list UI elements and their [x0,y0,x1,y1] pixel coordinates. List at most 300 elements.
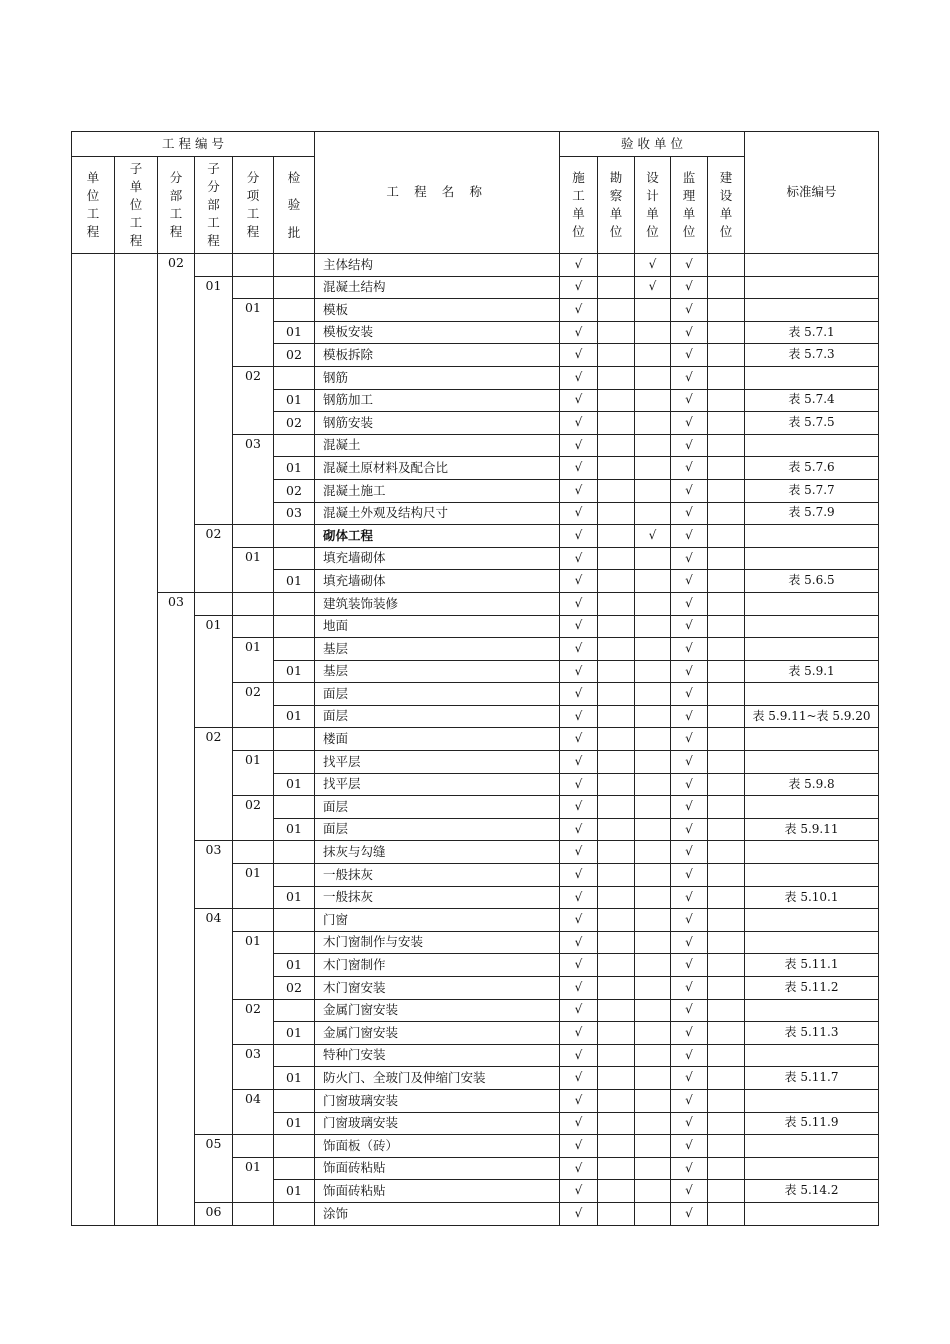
design-unit-check [635,864,671,887]
owner-unit-check [708,796,745,819]
construction-unit-check: √ [560,796,598,819]
standard-code [745,796,879,819]
sub-item-code: 02 [233,366,274,434]
inspection-lot-code [274,1157,315,1180]
supervision-unit-check: √ [671,638,708,661]
project-name: 面层 [315,705,560,728]
design-unit-check [635,412,671,435]
sub-item-code [233,592,274,615]
supervision-unit-check: √ [671,954,708,977]
survey-unit-check [598,276,635,299]
design-unit-check [635,999,671,1022]
supervision-unit-check: √ [671,1044,708,1067]
inspection-lot-code: 01 [274,660,315,683]
survey-unit-check [598,1022,635,1045]
eng-name-header: 工 程 名 称 [315,132,560,254]
project-name: 砌体工程 [315,525,560,548]
standard-code [745,1044,879,1067]
supervision-unit-check: √ [671,1157,708,1180]
design-unit-check [635,886,671,909]
project-name: 混凝土 [315,434,560,457]
design-unit-check [635,1112,671,1135]
inspection-lot-code: 01 [274,773,315,796]
supervision-unit-check: √ [671,525,708,548]
construction-unit-check: √ [560,886,598,909]
survey-unit-check [598,1157,635,1180]
sub-division-code: 04 [195,909,233,1135]
sub-item-code [233,909,274,932]
owner-unit-check [708,841,745,864]
design-unit-check [635,457,671,480]
sub-item-code: 02 [233,796,274,841]
owner-unit-check [708,389,745,412]
owner-unit-check [708,276,745,299]
standard-code: 表 5.7.1 [745,321,879,344]
sub-item-code: 02 [233,999,274,1044]
construction-unit-check: √ [560,773,598,796]
project-name: 基层 [315,638,560,661]
sub-item-code: 01 [233,638,274,683]
construction-unit-check: √ [560,321,598,344]
sub-item-code: 04 [233,1089,274,1134]
inspection-lot-code [274,728,315,751]
survey-unit-check [598,751,635,774]
eng-code-header: 工 程 编 号 [72,132,315,157]
standard-code [745,638,879,661]
inspection-lot-code [274,366,315,389]
sub-division-code [195,592,233,615]
construction-unit-check: √ [560,683,598,706]
project-name: 建筑装饰装修 [315,592,560,615]
standard-code [745,683,879,706]
inspection-lot-code [274,434,315,457]
construction-unit-check: √ [560,841,598,864]
construction-unit-check: √ [560,1180,598,1203]
standard-code: 表 5.9.1 [745,660,879,683]
sub-item-header: 分项工程 [233,157,274,254]
design-unit-check [635,1089,671,1112]
standard-code [745,254,879,277]
project-name: 找平层 [315,751,560,774]
design-unit-check [635,502,671,525]
owner-unit-check [708,1157,745,1180]
supervision-unit-check: √ [671,886,708,909]
inspection-lot-code: 01 [274,818,315,841]
sub-item-code: 02 [233,683,274,728]
supervision-unit-check: √ [671,592,708,615]
project-name: 钢筋加工 [315,389,560,412]
owner-unit-check [708,344,745,367]
project-name: 门窗玻璃安装 [315,1112,560,1135]
owner-unit-check [708,638,745,661]
construction-unit-check: √ [560,728,598,751]
construction-unit-check: √ [560,931,598,954]
owner-unit-check [708,1135,745,1158]
standard-code: 表 5.11.7 [745,1067,879,1090]
inspection-lot-code: 01 [274,886,315,909]
project-name: 找平层 [315,773,560,796]
survey-unit-check [598,412,635,435]
sub-item-code [233,525,274,548]
supervision-unit-check: √ [671,931,708,954]
standard-code [745,525,879,548]
project-name: 模板安装 [315,321,560,344]
standard-code [745,615,879,638]
design-unit-check [635,931,671,954]
construction-unit-check: √ [560,1044,598,1067]
project-name: 金属门窗安装 [315,1022,560,1045]
survey-unit-check [598,818,635,841]
supervision-unit-check: √ [671,909,708,932]
owner-unit-check [708,479,745,502]
supervision-unit-check: √ [671,841,708,864]
standard-code [745,1202,879,1225]
design-unit-check [635,479,671,502]
standard-code: 表 5.7.5 [745,412,879,435]
inspection-lot-code: 01 [274,1022,315,1045]
construction-unit-check: √ [560,570,598,593]
sub-item-code: 01 [233,1157,274,1202]
supervision-unit-check: √ [671,615,708,638]
owner-unit-check [708,954,745,977]
standard-code: 表 5.7.4 [745,389,879,412]
inspection-lot-code [274,1044,315,1067]
survey-unit-check [598,502,635,525]
project-name: 填充墙砌体 [315,547,560,570]
unit-project-header: 单位工程 [72,157,115,254]
sub-division-code: 06 [195,1202,233,1225]
owner-unit-check [708,434,745,457]
project-name: 混凝土原材料及配合比 [315,457,560,480]
standard-code [745,864,879,887]
survey-unit-check [598,841,635,864]
sub-item-code: 01 [233,931,274,999]
supervision-unit-check: √ [671,502,708,525]
survey-unit-header: 勘察单位 [598,157,635,254]
project-name: 地面 [315,615,560,638]
survey-unit-check [598,615,635,638]
construction-unit-check: √ [560,457,598,480]
owner-unit-check [708,977,745,1000]
sub-item-code: 01 [233,547,274,592]
owner-unit-check [708,1202,745,1225]
sub-item-code [233,1135,274,1158]
supervision-unit-check: √ [671,254,708,277]
construction-unit-check: √ [560,954,598,977]
owner-unit-check [708,683,745,706]
supervision-unit-check: √ [671,773,708,796]
standard-code: 表 5.9.11 [745,818,879,841]
project-name: 主体结构 [315,254,560,277]
owner-unit-check [708,321,745,344]
inspection-lot-code [274,547,315,570]
inspection-lot-code: 03 [274,502,315,525]
construction-unit-check: √ [560,389,598,412]
standard-code [745,751,879,774]
survey-unit-check [598,1044,635,1067]
design-unit-check [635,434,671,457]
design-unit-check [635,1157,671,1180]
inspection-lot-code [274,1089,315,1112]
inspection-lot-code [274,841,315,864]
project-name: 混凝土结构 [315,276,560,299]
supervision-unit-check: √ [671,864,708,887]
standard-code: 表 5.7.6 [745,457,879,480]
survey-unit-check [598,299,635,322]
design-unit-check [635,366,671,389]
owner-unit-check [708,615,745,638]
design-unit-check [635,773,671,796]
survey-unit-check [598,999,635,1022]
design-unit-check [635,638,671,661]
owner-unit-check [708,728,745,751]
survey-unit-check [598,1180,635,1203]
design-unit-check [635,1044,671,1067]
supervision-unit-check: √ [671,434,708,457]
construction-unit-check: √ [560,615,598,638]
table-row [72,592,879,615]
design-unit-check [635,1022,671,1045]
survey-unit-check [598,977,635,1000]
design-unit-check [635,299,671,322]
sub-item-code: 03 [233,1044,274,1089]
construction-unit-check: √ [560,412,598,435]
sub-division-code: 01 [195,276,233,525]
owner-unit-check [708,1022,745,1045]
standard-code: 表 5.11.2 [745,977,879,1000]
survey-unit-check [598,525,635,548]
unit-project-cell [72,254,115,1226]
owner-unit-check [708,254,745,277]
owner-unit-header: 建设单位 [708,157,745,254]
owner-unit-check [708,1112,745,1135]
supervision-unit-check: √ [671,1112,708,1135]
owner-unit-check [708,999,745,1022]
design-unit-check: √ [635,254,671,277]
design-unit-check [635,751,671,774]
project-name: 面层 [315,683,560,706]
inspection-lot-code: 01 [274,1112,315,1135]
project-name: 饰面砖粘贴 [315,1157,560,1180]
supervision-unit-check: √ [671,1202,708,1225]
survey-unit-check [598,773,635,796]
project-name: 面层 [315,818,560,841]
construction-unit-check: √ [560,1202,598,1225]
standard-code [745,299,879,322]
inspection-lot-code: 01 [274,954,315,977]
construction-unit-check: √ [560,660,598,683]
std-code-header: 标准编号 [745,132,879,254]
project-name: 楼面 [315,728,560,751]
project-name: 混凝土施工 [315,479,560,502]
design-unit-check [635,818,671,841]
owner-unit-check [708,570,745,593]
sub-item-code [233,728,274,751]
inspection-lot-code [274,592,315,615]
inspection-lot-code: 01 [274,1067,315,1090]
survey-unit-check [598,909,635,932]
standard-code [745,434,879,457]
construction-unit-check: √ [560,525,598,548]
construction-unit-header: 施工单位 [560,157,598,254]
construction-unit-check: √ [560,479,598,502]
inspection-lot-code [274,1135,315,1158]
supervision-unit-check: √ [671,1089,708,1112]
inspection-lot-code [274,638,315,661]
inspection-lot-code [274,299,315,322]
construction-unit-check: √ [560,909,598,932]
supervision-unit-check: √ [671,366,708,389]
owner-unit-check [708,705,745,728]
standard-code [745,909,879,932]
survey-unit-check [598,886,635,909]
supervision-unit-check: √ [671,660,708,683]
acceptance-table [71,131,879,1226]
inspection-lot-code [274,751,315,774]
owner-unit-check [708,751,745,774]
inspection-lot-code [274,931,315,954]
survey-unit-check [598,638,635,661]
construction-unit-check: √ [560,1157,598,1180]
standard-code: 表 5.10.1 [745,886,879,909]
survey-unit-check [598,1135,635,1158]
project-name: 钢筋安装 [315,412,560,435]
owner-unit-check [708,366,745,389]
inspection-lot-header: 检验批 [274,157,315,254]
sub-item-code [233,254,274,277]
standard-code [745,1157,879,1180]
construction-unit-check: √ [560,434,598,457]
sub-item-code: 01 [233,751,274,796]
survey-unit-check [598,254,635,277]
design-unit-check [635,547,671,570]
project-name: 特种门安装 [315,1044,560,1067]
owner-unit-check [708,412,745,435]
survey-unit-check [598,434,635,457]
owner-unit-check [708,864,745,887]
supervision-unit-check: √ [671,751,708,774]
inspection-lot-code: 01 [274,389,315,412]
project-name: 填充墙砌体 [315,570,560,593]
project-name: 混凝土外观及结构尺寸 [315,502,560,525]
owner-unit-check [708,1044,745,1067]
sub-division-code: 02 [195,525,233,593]
survey-unit-check [598,864,635,887]
project-name: 木门窗制作 [315,954,560,977]
construction-unit-check: √ [560,344,598,367]
inspection-lot-code [274,615,315,638]
construction-unit-check: √ [560,592,598,615]
construction-unit-check: √ [560,864,598,887]
owner-unit-check [708,909,745,932]
sub-division-header: 子分部工程 [195,157,233,254]
survey-unit-check [598,660,635,683]
inspection-lot-code [274,276,315,299]
survey-unit-check [598,931,635,954]
standard-code [745,841,879,864]
owner-unit-check [708,818,745,841]
inspection-lot-code [274,909,315,932]
survey-unit-check [598,796,635,819]
standard-code [745,592,879,615]
standard-code: 表 5.11.9 [745,1112,879,1135]
inspection-lot-code: 02 [274,977,315,1000]
project-name: 涂饰 [315,1202,560,1225]
survey-unit-check [598,457,635,480]
inspection-lot-code: 01 [274,321,315,344]
supervision-unit-check: √ [671,1022,708,1045]
survey-unit-check [598,547,635,570]
design-unit-check [635,1202,671,1225]
construction-unit-check: √ [560,254,598,277]
construction-unit-check: √ [560,547,598,570]
construction-unit-check: √ [560,638,598,661]
header-row-1 [72,132,879,157]
sub-unit-project-header: 子单位工程 [115,157,158,254]
table-row [72,254,879,277]
design-unit-check [635,321,671,344]
design-unit-check [635,1135,671,1158]
design-unit-check [635,977,671,1000]
design-unit-check [635,705,671,728]
supervision-unit-check: √ [671,344,708,367]
owner-unit-check [708,660,745,683]
construction-unit-check: √ [560,1112,598,1135]
design-unit-check [635,344,671,367]
survey-unit-check [598,1067,635,1090]
design-unit-check: √ [635,525,671,548]
supervision-unit-check: √ [671,321,708,344]
inspection-lot-code [274,525,315,548]
supervision-unit-check: √ [671,412,708,435]
design-unit-check [635,570,671,593]
project-name: 防火门、全玻门及伸缩门安装 [315,1067,560,1090]
supervision-unit-check: √ [671,457,708,480]
construction-unit-check: √ [560,1135,598,1158]
design-unit-check [635,389,671,412]
design-unit-check [635,841,671,864]
owner-unit-check [708,525,745,548]
sub-item-code: 03 [233,434,274,524]
supervision-unit-check: √ [671,1135,708,1158]
sub-unit-project-cell [115,254,158,1226]
design-unit-check [635,1067,671,1090]
division-code: 03 [158,592,195,1225]
supervision-unit-check: √ [671,705,708,728]
construction-unit-check: √ [560,977,598,1000]
owner-unit-check [708,547,745,570]
project-name: 模板 [315,299,560,322]
construction-unit-check: √ [560,366,598,389]
construction-unit-check: √ [560,705,598,728]
supervision-unit-check: √ [671,389,708,412]
survey-unit-check [598,1202,635,1225]
owner-unit-check [708,457,745,480]
owner-unit-check [708,502,745,525]
design-unit-check [635,660,671,683]
inspection-lot-code: 01 [274,1180,315,1203]
project-name: 木门窗安装 [315,977,560,1000]
inspection-lot-code: 02 [274,479,315,502]
project-name: 模板拆除 [315,344,560,367]
sub-division-code: 03 [195,841,233,909]
inspection-lot-code [274,254,315,277]
construction-unit-check: √ [560,1067,598,1090]
supervision-unit-check: √ [671,479,708,502]
project-name: 木门窗制作与安装 [315,931,560,954]
standard-code: 表 5.14.2 [745,1180,879,1203]
survey-unit-check [598,366,635,389]
